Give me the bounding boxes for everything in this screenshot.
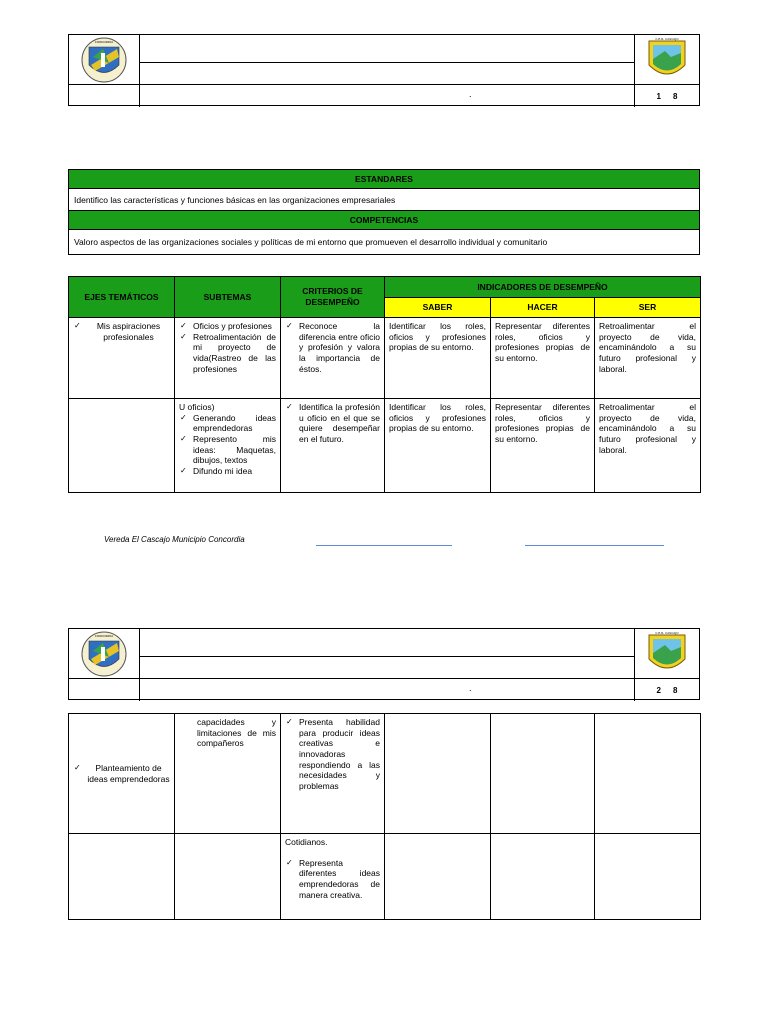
svg-text:C.E.R. CASCAJO: C.E.R. CASCAJO (655, 631, 679, 635)
estandares-heading: ESTANDARES (69, 170, 700, 189)
eje-cell (69, 834, 175, 920)
subtema-cell: capacidades y limitaciones de mis compañeros (175, 714, 281, 834)
ser-cell: Retroalimentar el proyecto de vida, encaminándolo a su futuro profesional y laboral. (595, 399, 701, 493)
footer-location: Vereda El Cascajo Municipio Concordia (104, 535, 245, 544)
page-total: 8 (673, 685, 678, 695)
saber-cell: Identificar los roles, oficios y profesiones propias de su entorno. (385, 318, 491, 399)
table-row (69, 714, 701, 834)
table-row (69, 318, 701, 399)
ser-cell (595, 834, 701, 920)
table-row (69, 834, 701, 920)
header-criterios: CRITERIOS DE DESEMPEÑO (281, 277, 385, 318)
criterio-lead: Cotidianos. (285, 837, 328, 847)
subtema-item: ✓ Difundo mi idea (179, 466, 276, 477)
svg-text:CONCORDIA: CONCORDIA (94, 40, 114, 44)
header-title-cell (139, 35, 635, 63)
hacer-cell (491, 834, 595, 920)
hacer-cell: Representar diferentes roles, oficios y profesiones propias de su entorno. (491, 399, 595, 493)
header-ser: SER (595, 298, 701, 318)
ser-cell: Retroalimentar el proyecto de vida, encaminándolo a su futuro profesional y laboral. (595, 318, 701, 399)
standards-table (68, 169, 700, 255)
header-subtemas: SUBTEMAS (175, 277, 281, 318)
institution-shield-logo (634, 629, 699, 679)
school-crest-logo (69, 35, 140, 85)
subtema-lead: U oficios) (179, 402, 215, 412)
subtema-cell (175, 834, 281, 920)
saber-cell (385, 714, 491, 834)
header-dot: . (469, 89, 472, 99)
svg-text:CONCORDIA: CONCORDIA (94, 634, 114, 638)
ser-cell (595, 714, 701, 834)
header-subtitle-cell (139, 62, 635, 85)
criterio-item: ✓ Reconoce la diferencia entre oficio y profesión y valora la importancia de éstos. (285, 321, 380, 374)
performance-table (68, 276, 701, 493)
hacer-cell (491, 714, 595, 834)
page-number (635, 85, 699, 107)
subtema-item: ✓ Represento mis ideas: Maquetas, dibujos, textos (179, 434, 276, 466)
subtema-item: ✓ Retroalimentación de mi proyecto de vida(Rastreo de las profesiones (179, 332, 276, 375)
page-current: 1 (656, 91, 661, 101)
criterio-item: ✓ Identifica la profesión u oficio en el que se quiere desempeñar en el futuro. (285, 402, 380, 445)
criterio-item: ✓ Presenta habilidad para producir ideas creativas e innovadoras respondiendo a las necesidades y problemas (285, 717, 380, 791)
hacer-cell: Representar diferentes roles, oficios y profesiones propias de su entorno. (491, 318, 595, 399)
header-dot: . (469, 683, 472, 693)
subtema-item: ✓ Oficios y profesiones (179, 321, 276, 332)
header-hacer: HACER (491, 298, 595, 318)
header-ejes: EJES TEMÁTICOS (69, 277, 175, 318)
page1-header (68, 34, 700, 106)
page-total: 8 (673, 91, 678, 101)
saber-cell (385, 834, 491, 920)
competencias-text: Valoro aspectos de las organizaciones sociales y políticas de mi entorno que promueven el desarrollo individual y comunitario (69, 230, 700, 255)
header-subtitle-cell (139, 656, 635, 679)
header-saber: SABER (385, 298, 491, 318)
eje-item: ✓ Planteamiento de ideas emprendedoras (73, 763, 170, 784)
header-title-cell (139, 629, 635, 657)
institution-shield-logo (634, 35, 699, 85)
eje-cell (69, 399, 175, 493)
table-row (69, 399, 701, 493)
saber-cell: Identificar los roles, oficios y profesiones propias de su entorno. (385, 399, 491, 493)
competencias-heading: COMPETENCIAS (69, 211, 700, 230)
page2-header (68, 628, 700, 700)
school-crest-logo (69, 629, 140, 679)
signature-line (525, 545, 664, 546)
signature-line (316, 545, 452, 546)
estandares-text: Identifico las características y funciones básicas en las organizaciones empresariales (69, 189, 700, 211)
subtema-item: ✓ Generando ideas emprendedoras (179, 413, 276, 434)
header-indicadores: INDICADORES DE DESEMPEÑO (385, 277, 701, 298)
criterio-item: ✓ Representa diferentes ideas emprendedoras de manera creativa. (285, 858, 380, 901)
page-number (635, 679, 699, 701)
eje-item: ✓ Mis aspiraciones profesionales (73, 321, 170, 342)
svg-text:C.E.R. CASCAJO: C.E.R. CASCAJO (655, 37, 679, 41)
page-current: 2 (656, 685, 661, 695)
performance-table-continued (68, 713, 701, 920)
